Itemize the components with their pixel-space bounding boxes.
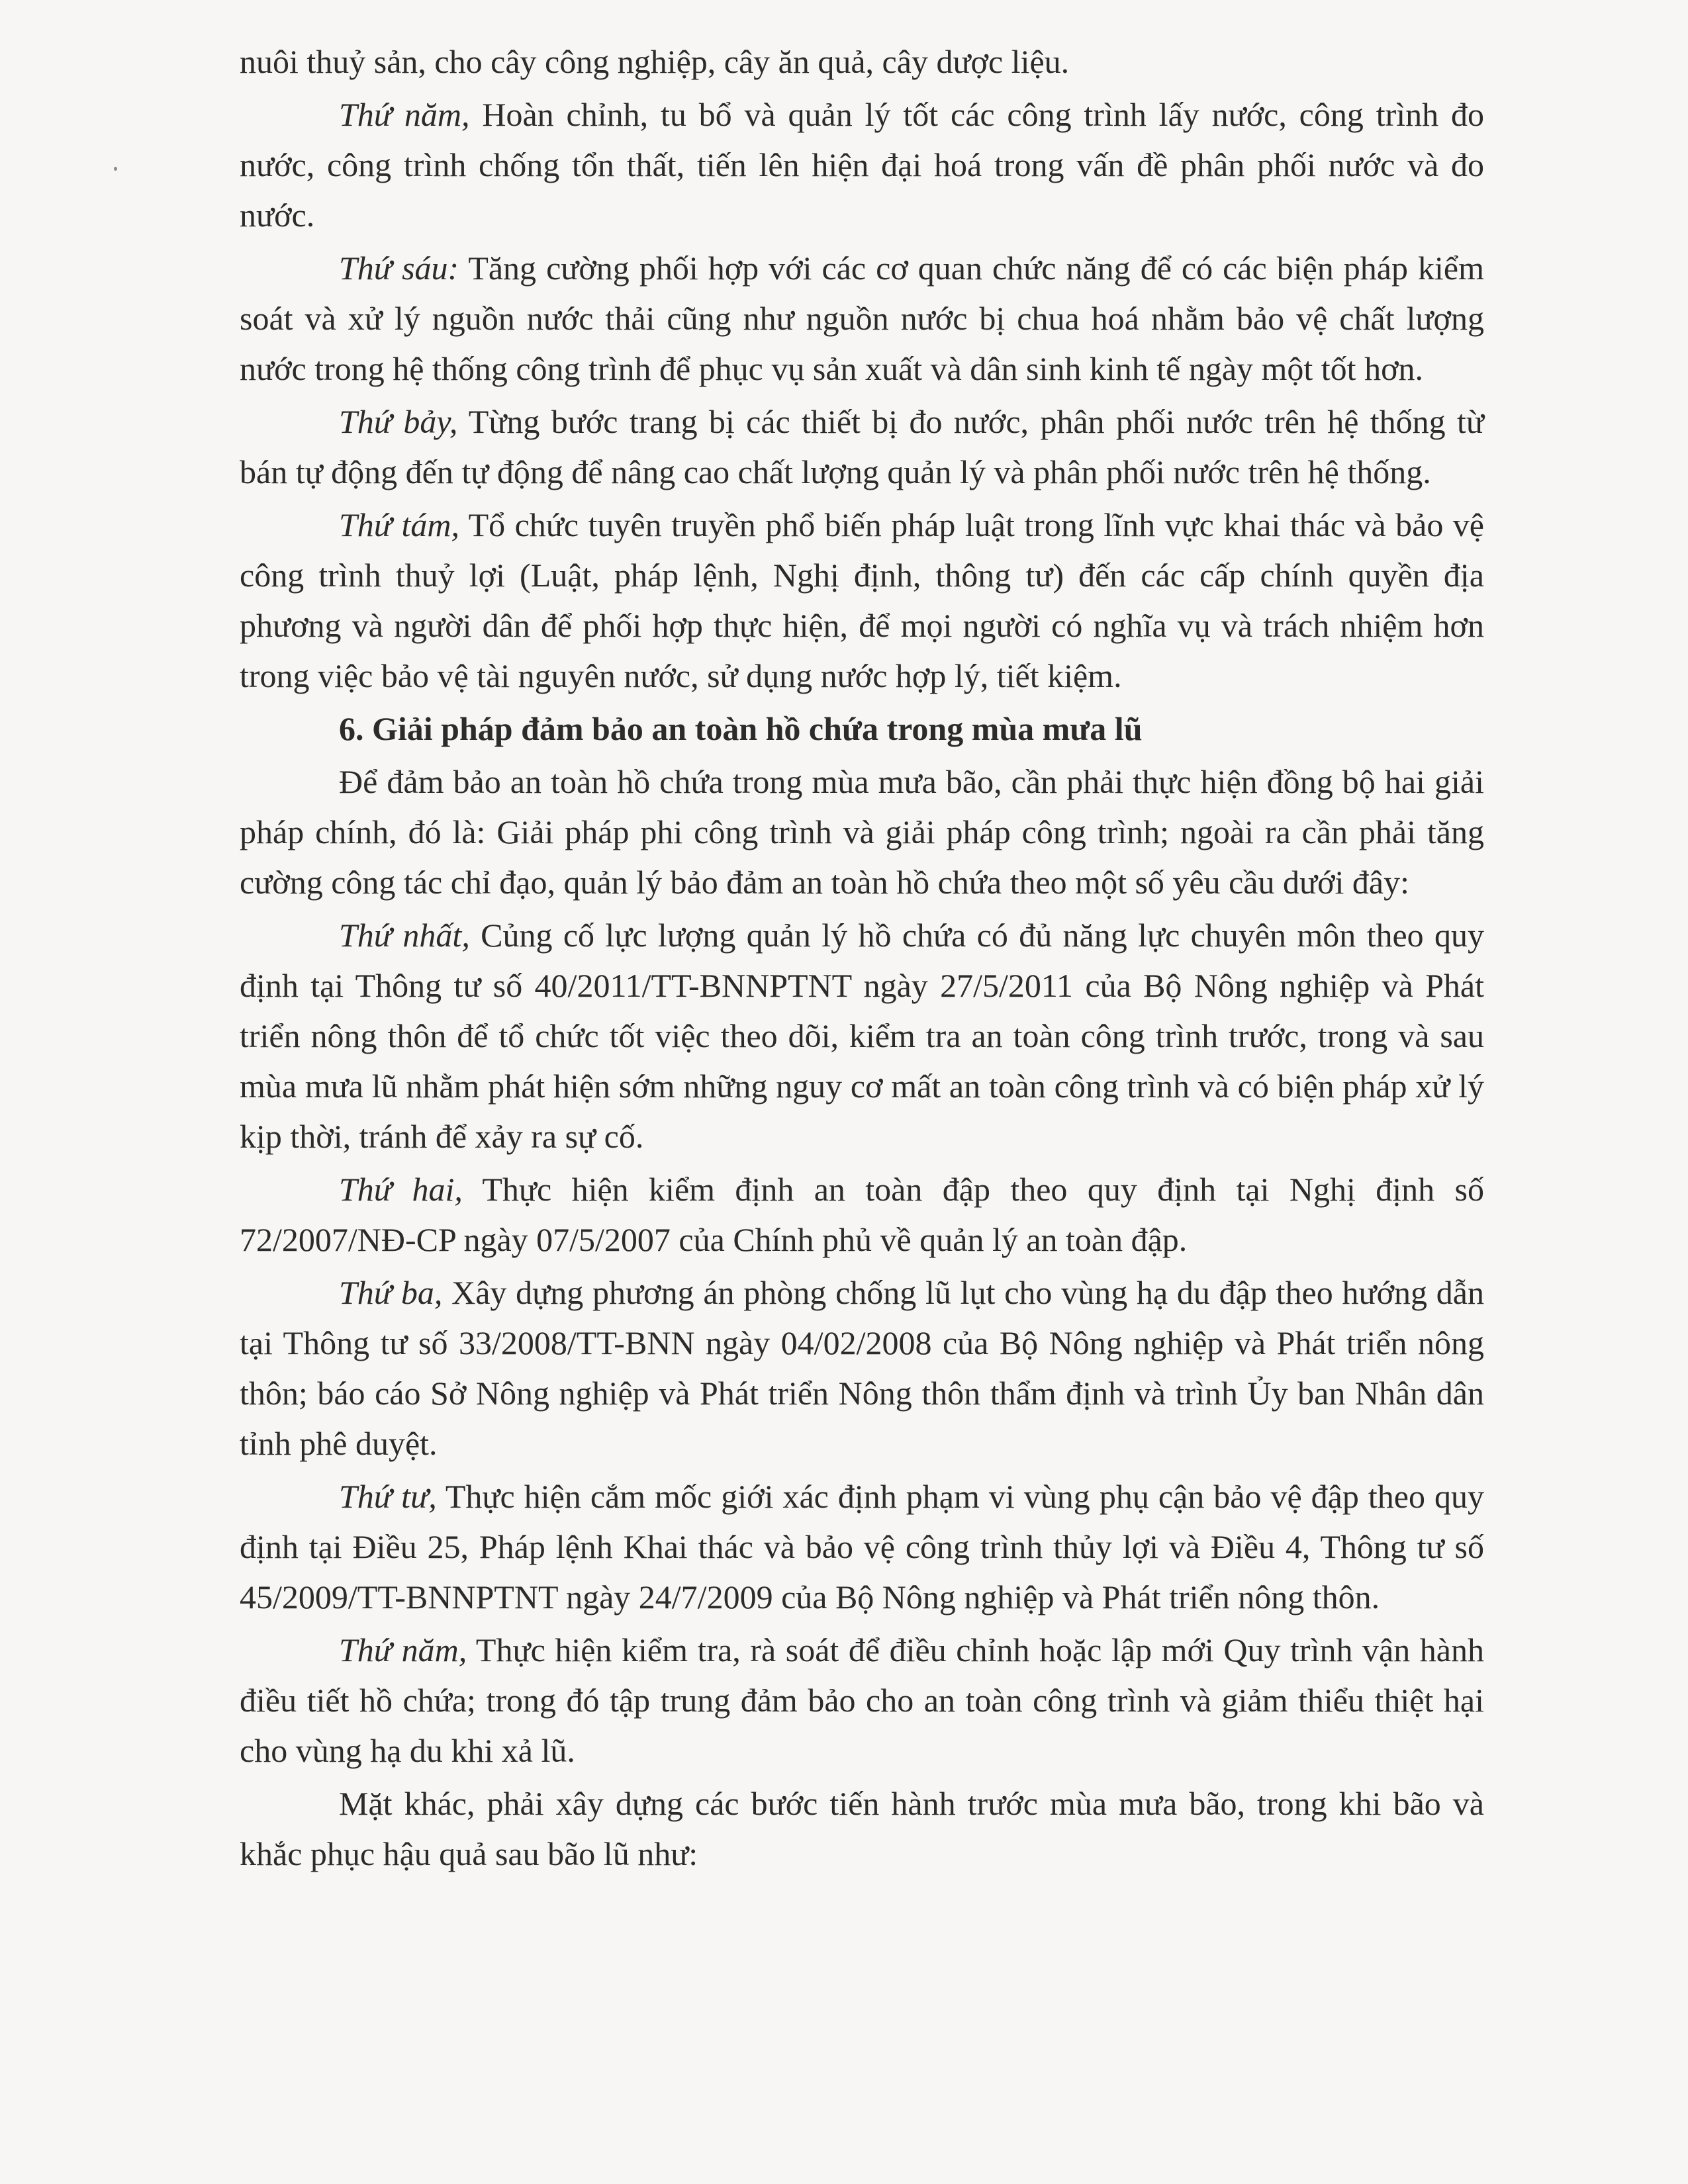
paragraph-lead: Thứ nhất, [339,917,470,954]
paragraph-text: Mặt khác, phải xây dựng các bước tiến hành trước mùa mưa bão, trong khi bão và khắc phục hậu quả sau bão lũ như: [240,1785,1484,1872]
document-body [240,36,1484,1879]
paragraph-intro [240,756,1484,907]
paragraph-thu-nam-1 [240,89,1484,240]
paragraph-thu-ba [240,1267,1484,1469]
paragraph-lead: Thứ tám, [339,506,460,543]
paragraph-thu-tam [240,500,1484,701]
section-heading: 6. Giải pháp đảm bảo an toàn hồ chứa trong mùa mưa lũ [339,710,1143,747]
paragraph-thu-hai [240,1164,1484,1265]
paragraph-thu-bay [240,396,1484,497]
paragraph-text: Củng cố lực lượng quản lý hồ chứa có đủ năng lực chuyên môn theo quy định tại Thông tư số 40/2011/TT-BNNPTNT ngày 27/5/2011 của Bộ Nông nghiệp và Phát triển nông thôn để tổ chức tốt việc theo dõi, kiểm tra an toàn công trình trước, trong và sau mùa mưa lũ nhằm phát hiện sớm những nguy cơ mất an toàn công trình và có biện pháp xử lý kịp thời, tránh để xảy ra sự cố. [240,917,1484,1155]
paragraph-thu-nam-2 [240,1625,1484,1776]
paragraph-lead: Thứ năm, [339,1631,467,1668]
paragraph-text: Xây dựng phương án phòng chống lũ lụt cho vùng hạ du đập theo hướng dẫn tại Thông tư số 33/2008/TT-BNN ngày 04/02/2008 của Bộ Nông nghiệp và Phát triển nông thôn; báo cáo Sở Nông nghiệp và Phát triển Nông thôn thẩm định và trình Ủy ban Nhân dân tỉnh phê duyệt. [240,1274,1484,1462]
paragraph-lead: Thứ tư, [339,1478,437,1515]
paragraph-lead: Thứ năm, [339,96,470,133]
paragraph-text: Thực hiện kiểm định an toàn đập theo quy định tại Nghị định số 72/2007/NĐ-CP ngày 07/5/2007 của Chính phủ về quản lý an toàn đập. [240,1171,1484,1258]
paragraph-thu-nhat [240,910,1484,1161]
paragraph-lead: Thứ hai, [339,1171,463,1208]
paragraph-continuation [240,36,1484,87]
paragraph-thu-tu [240,1471,1484,1622]
paragraph-lead: Thứ sáu: [339,250,459,287]
paragraph-text: Để đảm bảo an toàn hồ chứa trong mùa mưa bão, cần phải thực hiện đồng bộ hai giải pháp chính, đó là: Giải pháp phi công trình và giải pháp công trình; ngoài ra cần phải tăng cường công tác chỉ đạo, quản lý bảo đảm an toàn hồ chứa theo một số yêu cầu dưới đây: [240,763,1484,901]
paragraph-text: Thực hiện cắm mốc giới xác định phạm vi vùng phụ cận bảo vệ đập theo quy định tại Điều 25, Pháp lệnh Khai thác và bảo vệ công trình thủy lợi và Điều 4, Thông tư số 45/2009/TT-BNNPTNT ngày 24/7/2009 của Bộ Nông nghiệp và Phát triển nông thôn. [240,1478,1484,1615]
paragraph-lead: Thứ bảy, [339,403,458,440]
paragraph-thu-sau [240,243,1484,394]
paragraph-text: Tăng cường phối hợp với các cơ quan chức năng để có các biện pháp kiểm soát và xử lý nguồn nước thải cũng như nguồn nước bị chua hoá nhằm bảo vệ chất lượng nước trong hệ thống công trình để phục vụ sản xuất và dân sinh kinh tế ngày một tốt hơn. [240,250,1484,387]
scan-speck [114,167,117,171]
paragraph-text: Tổ chức tuyên truyền phổ biến pháp luật trong lĩnh vực khai thác và bảo vệ công trình thuỷ lợi (Luật, pháp lệnh, Nghị định, thông tư) đến các cấp chính quyền địa phương và người dân để phối hợp thực hiện, để mọi người có nghĩa vụ và trách nhiệm hơn trong việc bảo vệ tài nguyên nước, sử dụng nước hợp lý, tiết kiệm. [240,506,1484,694]
paragraph-text: Thực hiện kiểm tra, rà soát để điều chỉnh hoặc lập mới Quy trình vận hành điều tiết hồ chứa; trong đó tập trung đảm bảo cho an toàn công trình và giảm thiểu thiệt hại cho vùng hạ du khi xả lũ. [240,1631,1485,1769]
paragraph-text: nuôi thuỷ sản, cho cây công nghiệp, cây ăn quả, cây dược liệu. [240,43,1070,80]
paragraph-lead: Thứ ba, [339,1274,443,1311]
paragraph-text: Hoàn chỉnh, tu bổ và quản lý tốt các công trình lấy nước, công trình đo nước, công trình chống tổn thất, tiến lên hiện đại hoá trong vấn đề phân phối nước và đo nước. [240,96,1484,234]
paragraph-mat-khac [240,1778,1484,1879]
paragraph-text: Từng bước trang bị các thiết bị đo nước, phân phối nước trên hệ thống từ bán tự động đến tự động để nâng cao chất lượng quản lý và phân phối nước trên hệ thống. [240,403,1485,490]
